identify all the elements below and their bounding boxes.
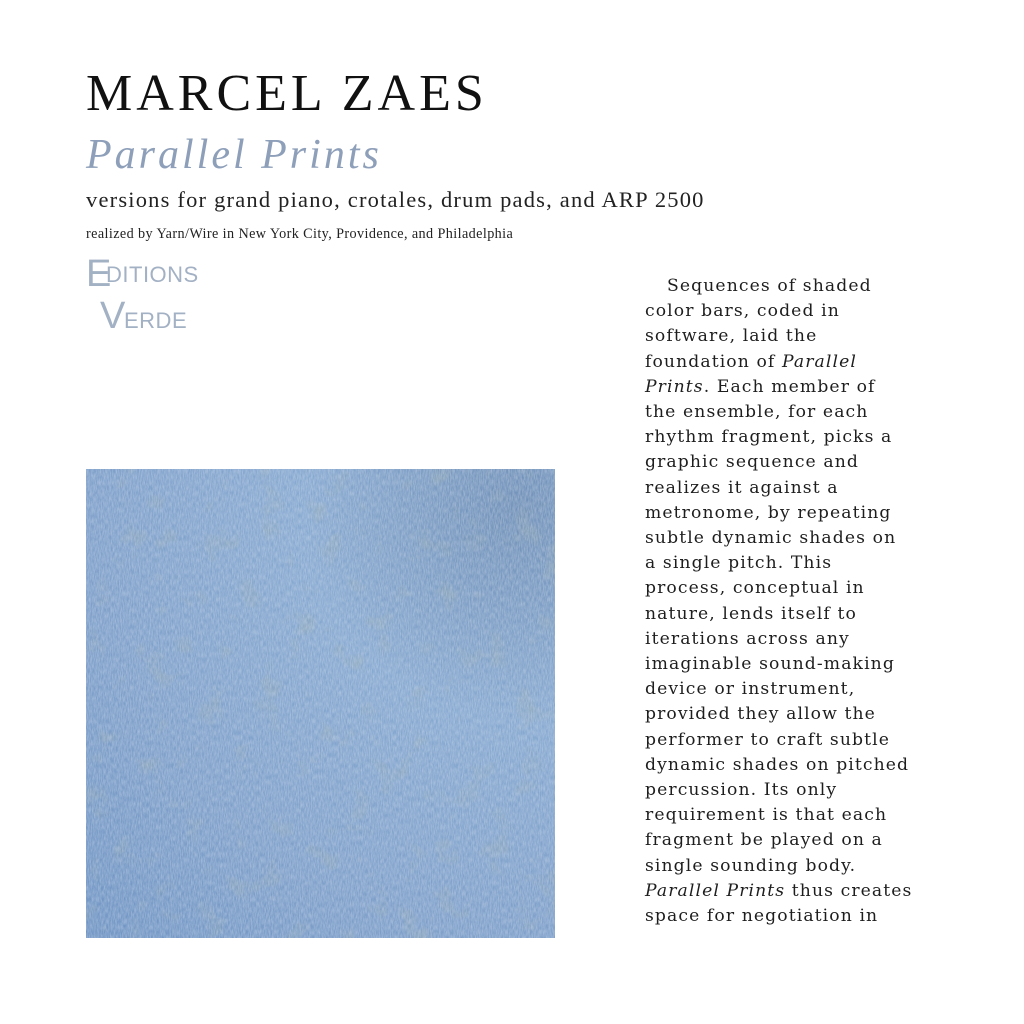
notes-line <box>645 879 955 904</box>
notes-text: . Each member of <box>703 376 876 397</box>
logo-word-erde: ERDE <box>124 308 188 333</box>
artist-name: MARCEL ZAES <box>86 65 488 122</box>
notes-line: dynamic shades on pitched <box>645 754 910 775</box>
realization-credit: realized by Yarn/Wire in New York City, Providence, and Philadelphia <box>86 226 514 242</box>
logo-word-ditions: DITIONS <box>106 262 199 287</box>
work-title: Parallel Prints <box>86 132 382 178</box>
notes-line: iterations across any <box>645 628 850 649</box>
notes-line: imaginable sound-making <box>645 654 895 675</box>
notes-line: nature, lends itself to <box>645 603 857 624</box>
notes-line: fragment be played on a <box>645 830 883 851</box>
notes-italic-title: Prints <box>645 376 704 397</box>
liner-notes-text <box>645 274 955 929</box>
notes-line: requirement is that each <box>645 805 888 826</box>
notes-line: single sounding body. <box>645 855 857 876</box>
notes-line: subtle dynamic shades on <box>645 528 897 549</box>
notes-line: color bars, coded in <box>645 301 840 322</box>
artwork-warm-speckles <box>86 469 555 938</box>
notes-line: performer to craft subtle <box>645 729 890 750</box>
notes-line: provided they allow the <box>645 704 876 725</box>
cover-artwork-image <box>86 469 555 938</box>
notes-line: realizes it against a <box>645 477 839 498</box>
logo-initial-e: E <box>86 254 112 295</box>
notes-italic-title: Parallel <box>781 351 857 372</box>
notes-line: metronome, by repeating <box>645 502 892 523</box>
notes-line: a single pitch. This <box>645 553 833 574</box>
notes-line: Sequences of shaded <box>667 276 872 296</box>
notes-line: device or instrument, <box>645 679 856 700</box>
notes-line: graphic sequence and <box>645 452 860 473</box>
notes-italic-title: Parallel Prints <box>645 880 786 901</box>
notes-text: foundation of <box>645 351 782 372</box>
instrumentation-subtitle: versions for grand piano, crotales, drum pads, and ARP 2500 <box>86 187 705 212</box>
notes-line <box>645 375 955 400</box>
notes-line: rhythm fragment, picks a <box>645 427 893 448</box>
logo-initial-v: V <box>100 295 126 337</box>
notes-text: thus creates <box>785 880 913 901</box>
notes-line: space for negotiation in <box>645 906 879 927</box>
notes-line: the ensemble, for each <box>645 402 869 423</box>
editions-verde-logo <box>86 254 226 338</box>
notes-line: process, conceptual in <box>645 578 865 599</box>
notes-line: software, laid the <box>645 326 818 347</box>
notes-line <box>645 350 955 375</box>
notes-line: percussion. Its only <box>645 780 838 801</box>
